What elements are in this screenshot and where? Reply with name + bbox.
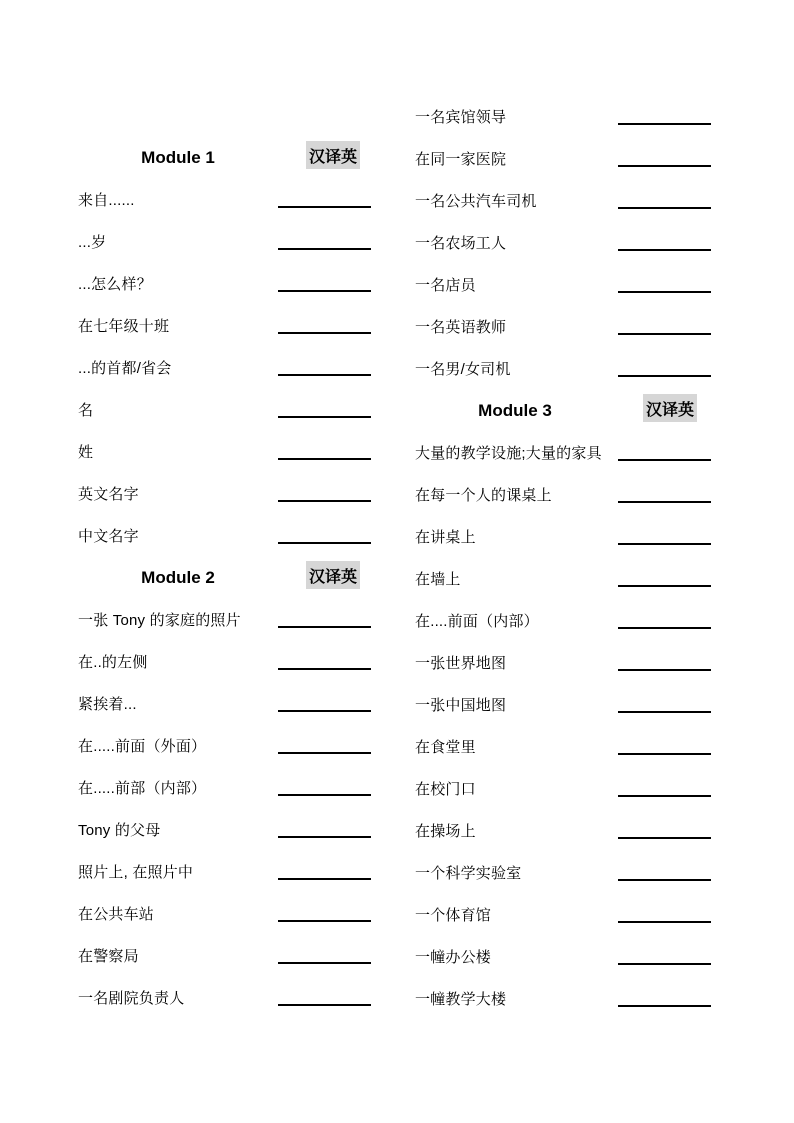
phrase-label: 姓 [78,444,94,461]
phrase-label: 在墙上 [415,571,461,588]
vocab-row [415,213,710,255]
vocab-row [78,422,372,464]
module-title: Module 3 [478,401,552,420]
answer-blank-line[interactable] [278,878,371,880]
answer-blank-line[interactable] [278,1004,371,1006]
phrase-label: 在七年级十班 [78,318,170,335]
vocab-row [78,758,372,800]
vocab-row [78,170,372,212]
phrase-label: Tony 的父母 [78,822,161,839]
vocab-row [415,171,710,213]
phrase-label: 中文名字 [78,528,139,545]
answer-blank-line[interactable] [278,710,371,712]
answer-blank-line[interactable] [618,963,711,965]
vocab-row [78,632,372,674]
phrase-label: 一幢办公楼 [415,949,492,966]
phrase-label: 在.....前部（内部） [78,780,207,797]
vocab-row [78,338,372,380]
answer-blank-line[interactable] [278,542,371,544]
phrase-label: 一张世界地图 [415,655,507,672]
answer-blank-line[interactable] [618,585,711,587]
phrase-label: 照片上, 在照片中 [78,864,194,881]
phrase-label: 在....前面（内部） [415,613,539,630]
vocab-row [78,296,372,338]
vocab-row [78,212,372,254]
vocab-row [415,465,710,507]
vocab-row [415,591,710,633]
answer-blank-line[interactable] [278,668,371,670]
phrase-label: ...怎么样？ [78,276,152,293]
left-column [78,128,372,1010]
phrase-label: 名 [78,402,94,419]
phrase-label: ...岁 [78,234,107,251]
phrase-label: 在操场上 [415,823,476,840]
vocab-row [78,590,372,632]
phrase-label: 一名男/女司机 [415,361,511,378]
vocab-row [415,297,710,339]
phrase-label: 在讲桌上 [415,529,476,546]
phrase-label: 一名店员 [415,277,476,294]
vocab-row [415,339,710,381]
answer-blank-line[interactable] [618,333,711,335]
answer-blank-line[interactable] [618,795,711,797]
phrase-label: 在每一个人的课桌上 [415,487,552,504]
answer-blank-line[interactable] [278,794,371,796]
answer-blank-line[interactable] [278,458,371,460]
answer-blank-line[interactable] [278,332,371,334]
phrase-label: 在校门口 [415,781,476,798]
vocab-row [415,717,710,759]
module-header-row [78,128,372,170]
answer-blank-line[interactable] [618,459,711,461]
phrase-label: 一名剧院负责人 [78,990,185,1007]
phrase-label: 一个科学实验室 [415,865,522,882]
answer-blank-line[interactable] [278,416,371,418]
phrase-label: 在同一家医院 [415,151,507,168]
answer-blank-line[interactable] [618,711,711,713]
answer-blank-line[interactable] [618,207,711,209]
vocab-row [415,843,710,885]
vocab-row [78,674,372,716]
phrase-label: 来自...... [78,192,135,209]
phrase-label: 在.....前面（外面） [78,738,207,755]
vocab-row [415,969,710,1011]
phrase-label: 英文名字 [78,486,139,503]
answer-blank-line[interactable] [618,501,711,503]
vocab-row [78,968,372,1010]
phrase-label: 在食堂里 [415,739,476,756]
vocab-row [415,255,710,297]
answer-blank-line[interactable] [278,206,371,208]
answer-blank-line[interactable] [278,626,371,628]
phrase-label: ...的首都/省会 [78,360,172,377]
vocab-row [415,549,710,591]
answer-blank-line[interactable] [618,375,711,377]
module-header-row [415,381,710,423]
answer-blank-line[interactable] [278,500,371,502]
vocab-row [78,254,372,296]
vocab-row [415,507,710,549]
answer-blank-line[interactable] [618,627,711,629]
answer-blank-line[interactable] [618,123,711,125]
vocab-row [78,800,372,842]
phrase-label: 一个体育馆 [415,907,492,924]
phrase-label: 一名农场工人 [415,235,507,252]
vocab-row [415,87,710,129]
vocab-row [415,801,710,843]
phrase-label: 一名公共汽车司机 [415,193,537,210]
module-header-row [78,548,372,590]
answer-blank-line[interactable] [618,249,711,251]
module-title: Module 2 [141,568,215,587]
translate-direction-badge: 汉译英 [643,394,697,422]
vocab-row [78,506,372,548]
answer-blank-line[interactable] [618,753,711,755]
vocab-row [415,675,710,717]
vocab-row [78,464,372,506]
answer-blank-line[interactable] [618,543,711,545]
answer-blank-line[interactable] [278,374,371,376]
answer-blank-line[interactable] [618,165,711,167]
phrase-label: 一张中国地图 [415,697,507,714]
answer-blank-line[interactable] [278,248,371,250]
vocab-row [415,759,710,801]
vocab-row [78,380,372,422]
module-title: Module 1 [141,148,215,167]
phrase-label: 一幢教学大楼 [415,991,507,1008]
vocab-row [78,884,372,926]
phrase-label: 紧挨着... [78,696,137,713]
vocab-row [78,842,372,884]
vocab-row [78,716,372,758]
answer-blank-line[interactable] [278,836,371,838]
phrase-label: 在公共车站 [78,906,155,923]
answer-blank-line[interactable] [618,921,711,923]
vocab-row [415,129,710,171]
answer-blank-line[interactable] [278,290,371,292]
vocab-row [415,423,710,465]
phrase-label: 大量的教学设施;大量的家具 [415,445,602,462]
right-column [415,87,710,1011]
answer-blank-line[interactable] [278,920,371,922]
answer-blank-line[interactable] [618,837,711,839]
vocab-row [78,926,372,968]
phrase-label: 一名宾馆领导 [415,109,507,126]
phrase-label: 在警察局 [78,948,139,965]
phrase-label: 在..的左侧 [78,654,148,671]
answer-blank-line[interactable] [278,752,371,754]
vocab-row [415,885,710,927]
vocab-row [415,633,710,675]
phrase-label: 一名英语教师 [415,319,507,336]
answer-blank-line[interactable] [618,291,711,293]
answer-blank-line[interactable] [618,879,711,881]
translate-direction-badge: 汉译英 [306,141,360,169]
answer-blank-line[interactable] [618,1005,711,1007]
translate-direction-badge: 汉译英 [306,561,360,589]
answer-blank-line[interactable] [278,962,371,964]
answer-blank-line[interactable] [618,669,711,671]
vocab-row [415,927,710,969]
phrase-label: 一张 Tony 的家庭的照片 [78,612,241,629]
